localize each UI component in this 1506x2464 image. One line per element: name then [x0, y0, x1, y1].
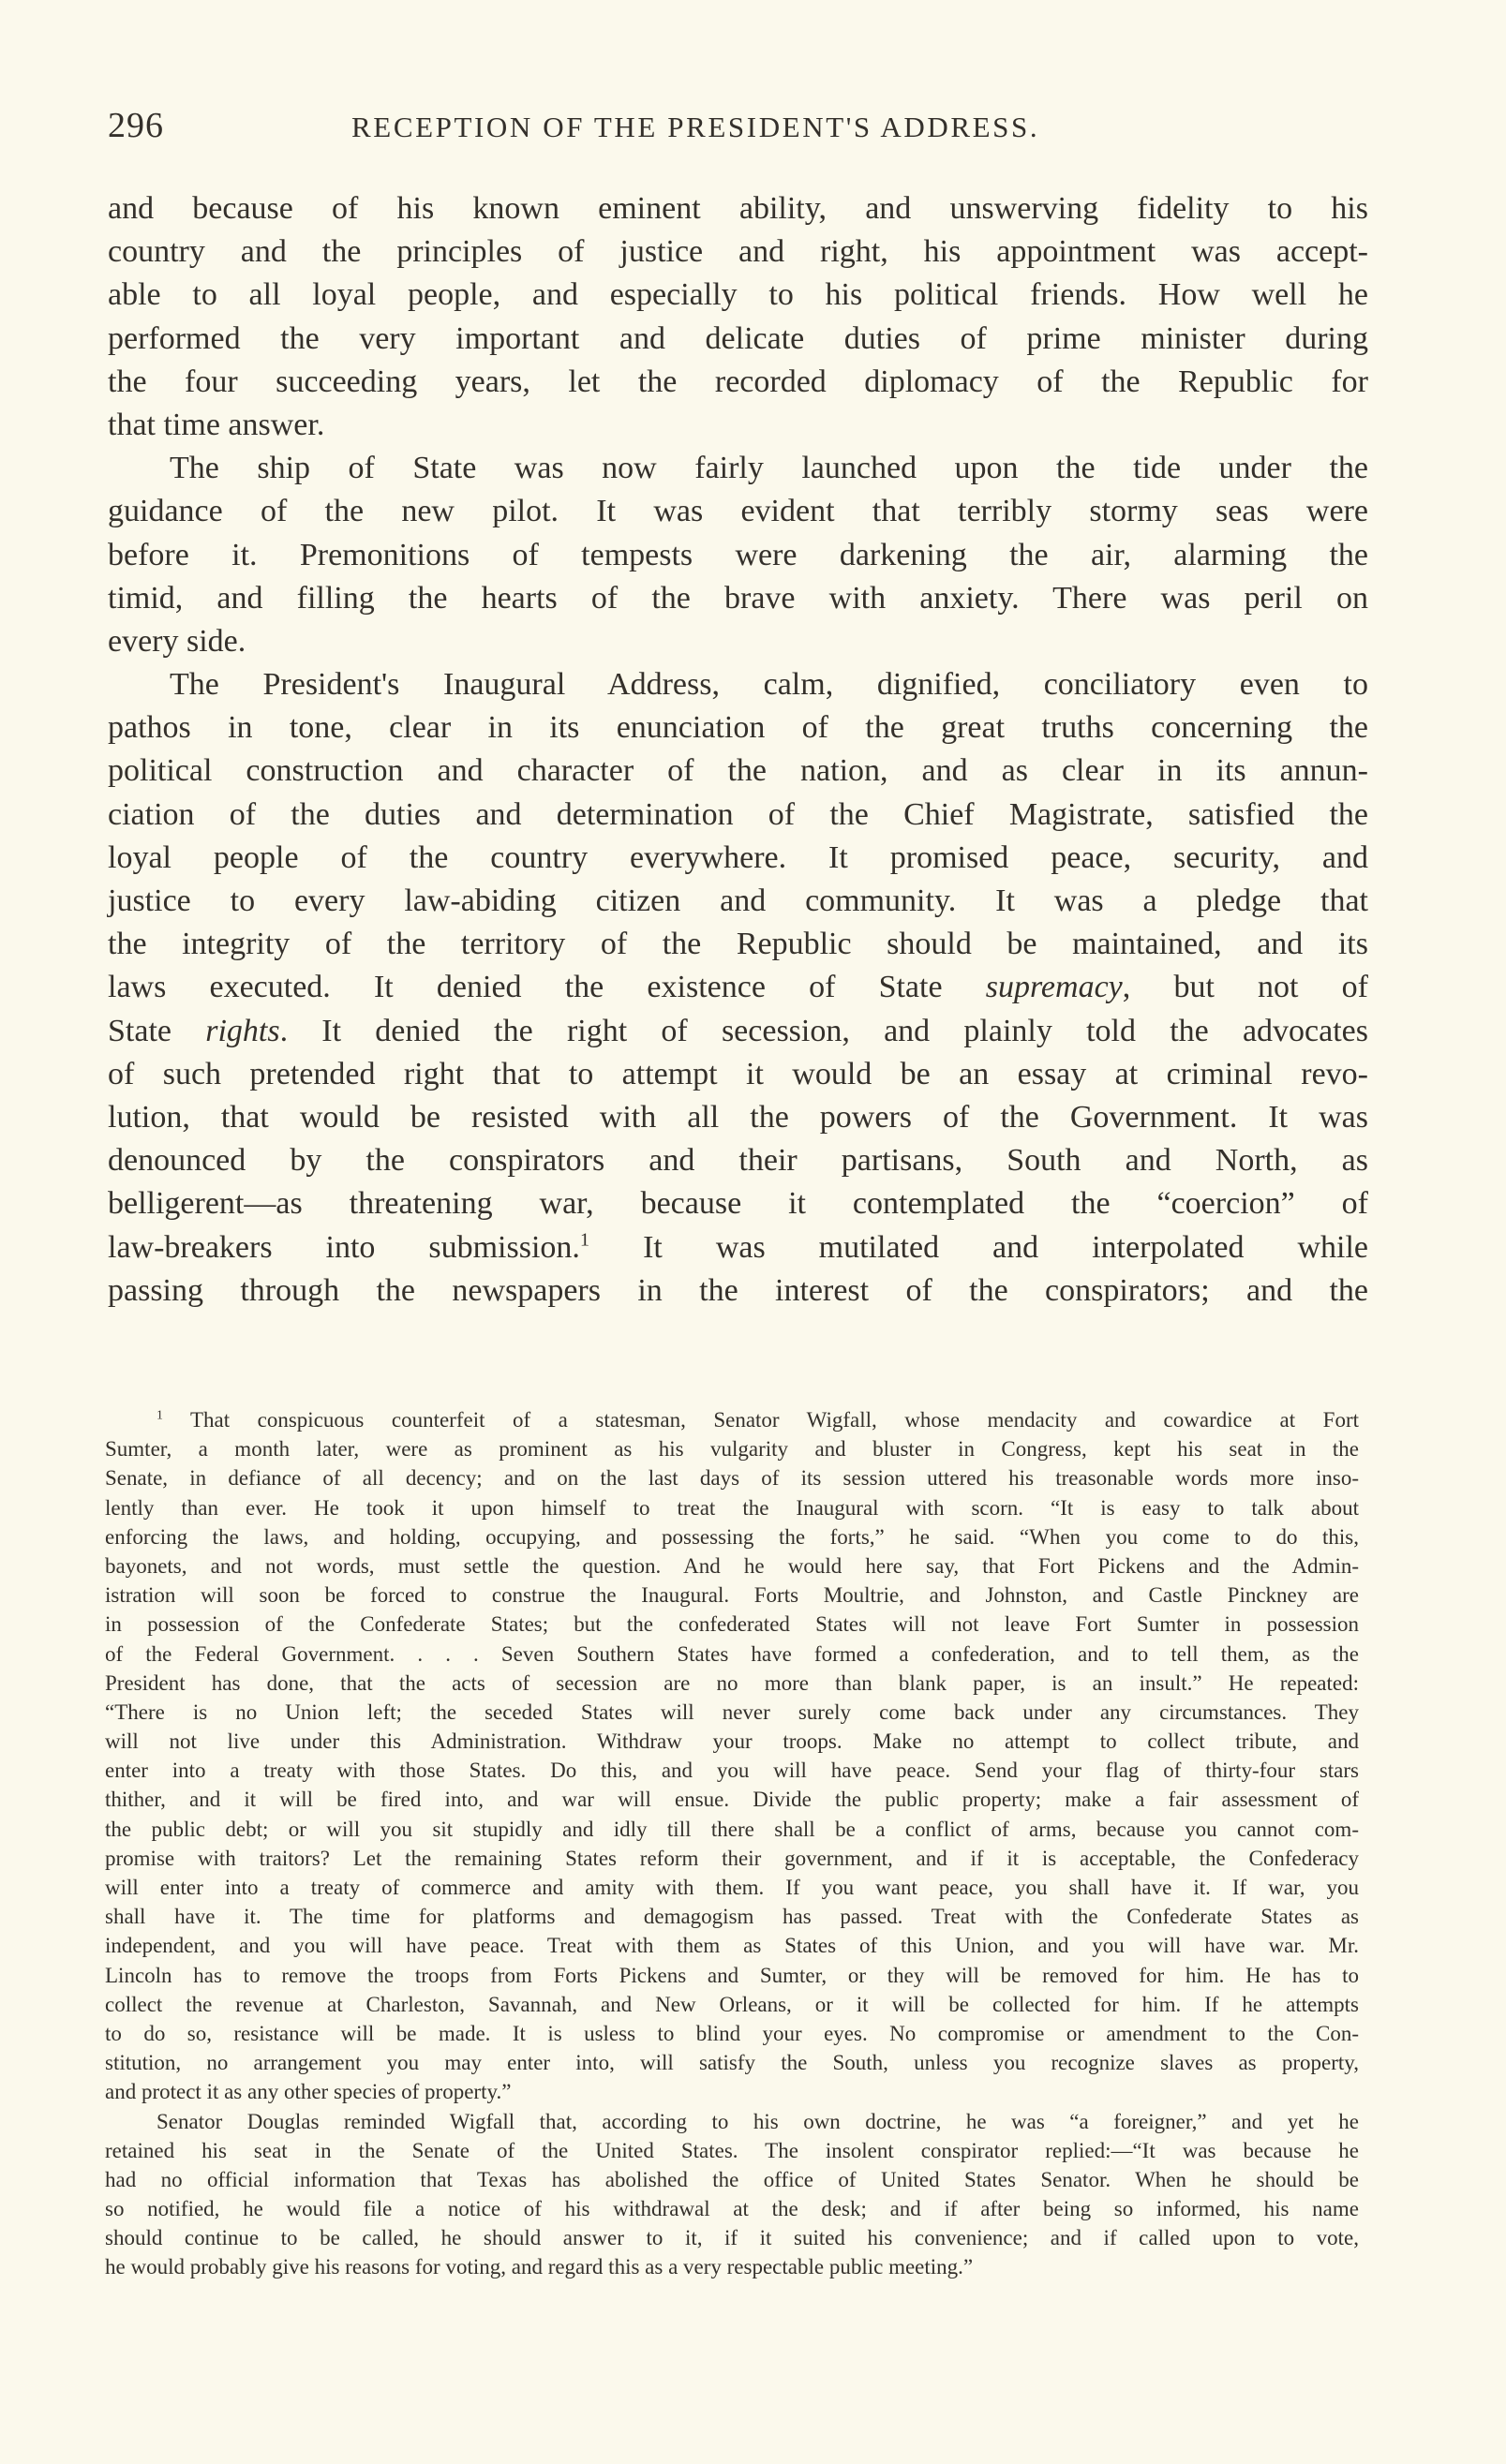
text-line — [105, 1844, 1359, 1873]
text-line — [105, 1698, 1359, 1727]
text-line — [105, 1727, 1359, 1756]
text-line — [105, 1931, 1359, 1960]
text-line — [108, 663, 1368, 706]
text-segment: istration will soon be forced to construe the Inaugural. Forts Moultrie, and Johnston, and Castle Pinckney are — [105, 1583, 1359, 1608]
line-text — [108, 620, 246, 663]
text-segment: in possession of the Confederate States; but the confederated States will not leave Fort Sumter in possession — [105, 1612, 1359, 1637]
text-segment: should continue to be called, he should answer to it, if it suited his convenience; and if called upon to vote, — [105, 2226, 1359, 2250]
text-segment: passing through the newspapers in the interest of the conspirators; and the — [108, 1272, 1368, 1308]
text-line — [108, 1269, 1368, 1313]
text-segment: bayonets, and not words, must settle the question. And he would here say, that Fort Pickens and the Admin- — [105, 1553, 1359, 1578]
text-line — [105, 2077, 1359, 2106]
text-line — [105, 1756, 1359, 1785]
main-text — [108, 187, 1368, 1313]
footnote-reference: 1 — [579, 1229, 590, 1251]
page-header — [108, 105, 1368, 152]
line-text — [108, 794, 1368, 837]
text-segment: he would probably give his reasons for voting, and regard this as a very respectable public meeting.” — [105, 2255, 974, 2279]
italic-text: rights — [205, 1013, 280, 1048]
text-segment: shall have it. The time for platforms and demagogism has passed. Treat with the Confederate States as — [105, 1905, 1359, 1929]
line-text — [108, 1053, 1368, 1096]
line-text — [105, 1844, 1359, 1873]
text-line — [105, 1669, 1359, 1698]
line-text — [105, 1756, 1359, 1785]
text-line — [105, 2107, 1359, 2136]
text-line — [105, 1522, 1359, 1551]
text-line — [105, 1405, 1359, 1434]
line-text — [108, 1269, 1368, 1313]
text-segment: lution, that would be resisted with all the powers of the Government. It was — [108, 1099, 1368, 1135]
text-line — [105, 2019, 1359, 2048]
text-line — [108, 1053, 1368, 1096]
line-text — [105, 1581, 1359, 1610]
line-text — [157, 1405, 1359, 1434]
text-line — [108, 837, 1368, 880]
text-line — [105, 1551, 1359, 1581]
text-segment: of the Federal Government. . . . Seven Southern States have formed a confederation, and to tell them, as the — [105, 1641, 1359, 1666]
text-line — [108, 274, 1368, 317]
text-line — [108, 966, 1368, 1009]
text-segment: loyal people of the country everywhere. It promised peace, security, and — [108, 839, 1368, 875]
text-segment: Lincoln has to remove the troops from Forts Pickens and Sumter, or they will be removed for him. He has to — [105, 1963, 1359, 1987]
line-text — [105, 1990, 1359, 2019]
text-line — [105, 2048, 1359, 2077]
text-line — [108, 1096, 1368, 1139]
line-text — [105, 1493, 1359, 1522]
line-text — [105, 1902, 1359, 1931]
text-segment: law-breakers into submission. — [108, 1229, 580, 1265]
text-segment: “There is no Union left; the seceded States will never surely come back under any circumstances. They — [105, 1700, 1359, 1724]
line-text — [105, 1669, 1359, 1698]
text-segment: The ship of State was now fairly launched upon the tide under the — [170, 451, 1368, 486]
line-text — [108, 750, 1368, 793]
text-segment: stitution, no arrangement you may enter into, will satisfy the South, unless you recognize slaves as property, — [105, 2051, 1359, 2075]
text-line — [105, 1785, 1359, 1814]
text-line — [108, 880, 1368, 923]
line-text — [108, 880, 1368, 923]
text-segment: country and the principles of justice and right, his appointment was accept- — [108, 234, 1368, 270]
line-text — [105, 2194, 1359, 2223]
line-text — [108, 706, 1368, 750]
text-segment: to do so, resistance will be made. It is usless to blind your eyes. No compromise or amendment to the Con- — [105, 2021, 1359, 2045]
text-line — [108, 794, 1368, 837]
text-line — [105, 1815, 1359, 1844]
text-segment: thither, and it will be fired into, and war will ensue. Divide the public property; make a fair assessment of — [105, 1788, 1359, 1812]
line-text — [108, 187, 1368, 230]
line-text — [108, 534, 1368, 577]
text-segment: ciation of the duties and determination of the Chief Magistrate, satisfied the — [108, 796, 1368, 832]
line-text — [108, 230, 1368, 274]
text-segment: every side. — [108, 623, 246, 659]
text-line — [108, 923, 1368, 966]
line-text — [105, 1522, 1359, 1551]
text-line — [108, 361, 1368, 404]
text-segment: lently than ever. He took it upon himself to treat the Inaugural with scorn. “It is easy to talk about — [105, 1495, 1359, 1520]
text-line — [105, 2165, 1359, 2194]
text-line — [105, 1873, 1359, 1902]
text-line — [108, 620, 1368, 663]
text-line — [108, 447, 1368, 490]
line-text — [105, 1640, 1359, 1669]
line-text — [170, 663, 1368, 706]
line-text — [108, 923, 1368, 966]
text-segment: pathos in tone, clear in its enunciation of the great truths concerning the — [108, 710, 1368, 746]
text-line — [108, 706, 1368, 750]
line-text — [105, 1873, 1359, 1902]
running-title: RECEPTION OF THE PRESIDENT'S ADDRESS. — [351, 111, 1040, 143]
line-text — [170, 447, 1368, 490]
text-line — [108, 490, 1368, 533]
text-line — [108, 318, 1368, 361]
line-text — [108, 1139, 1368, 1182]
text-segment: before it. Premonitions of tempests were darkening the air, alarming the — [108, 537, 1368, 572]
line-text — [157, 2107, 1359, 2136]
text-line — [105, 1493, 1359, 1522]
line-text — [105, 2136, 1359, 2165]
text-segment: Sumter, a month later, were as prominent as his vulgarity and bluster in Congress, kept his seat in the — [105, 1437, 1359, 1462]
text-line — [105, 1434, 1359, 1463]
text-segment: denounced by the conspirators and their partisans, South and North, as — [108, 1143, 1368, 1179]
footnote — [105, 1405, 1359, 2282]
line-text — [105, 1698, 1359, 1727]
text-line — [105, 1640, 1359, 1669]
text-segment: retained his seat in the Senate of the United States. The insolent conspirator replied:—“It was because he — [105, 2138, 1359, 2162]
text-segment: . It denied the right of secession, and plainly told the advocates — [279, 1013, 1369, 1048]
line-text — [108, 837, 1368, 880]
line-text — [105, 1727, 1359, 1756]
footnote-marker: 1 — [157, 1407, 163, 1422]
text-segment: the integrity of the territory of the Republic should be maintained, and its — [108, 927, 1368, 962]
text-line — [105, 1961, 1359, 1990]
text-segment: performed the very important and delicate duties of prime minister during — [108, 320, 1368, 356]
text-segment: The President's Inaugural Address, calm, dignified, conciliatory even to — [170, 667, 1368, 703]
line-text — [105, 1463, 1359, 1492]
text-segment: That conspicuous counterfeit of a statesman, Senator Wigfall, whose mendacity and cowardice at Fort — [162, 1408, 1359, 1432]
text-segment: promise with traitors? Let the remaining States reform their government, and if it is acceptable, the Confederacy — [105, 1846, 1359, 1870]
text-line — [105, 1463, 1359, 1492]
line-text — [105, 2048, 1359, 2077]
line-text — [105, 1610, 1359, 1639]
text-segment: independent, and you will have peace. Treat with them as States of this Union, and you will have war. Mr. — [105, 1934, 1359, 1958]
text-segment: guidance of the new pilot. It was evident that terribly stormy seas were — [108, 494, 1368, 529]
text-segment: will not live under this Administration. Withdraw your troops. Make no attempt to collect tribute, and — [105, 1729, 1359, 1754]
text-segment: enter into a treaty with those States. Do this, and you will have peace. Send your flag of thirty-four stars — [105, 1759, 1359, 1783]
text-segment: the public debt; or will you sit stupidly and idly till there shall be a conflict of arms, because you cannot com- — [105, 1817, 1359, 1841]
text-line — [108, 1226, 1368, 1269]
line-text — [105, 1551, 1359, 1581]
line-text — [108, 577, 1368, 620]
text-segment: laws executed. It denied the existence of State — [108, 970, 986, 1005]
text-segment: that time answer. — [108, 407, 325, 442]
line-text — [105, 2165, 1359, 2194]
line-text — [105, 1785, 1359, 1814]
text-line — [108, 534, 1368, 577]
line-text — [105, 2019, 1359, 2048]
text-segment: will enter into a treaty of commerce and amity with them. If you want peace, you shall have it. If war, you — [105, 1876, 1359, 1899]
text-segment: enforcing the laws, and holding, occupying, and possessing the forts,” he said. “When you come to do this, — [105, 1524, 1359, 1549]
line-text — [108, 1010, 1368, 1053]
text-segment: timid, and filling the hearts of the brave with anxiety. There was peril on — [108, 580, 1368, 616]
page-number: 296 — [108, 106, 164, 145]
text-line — [105, 1581, 1359, 1610]
text-line — [105, 1610, 1359, 1639]
line-text — [108, 1226, 1368, 1269]
line-text — [105, 1434, 1359, 1463]
text-line — [108, 1010, 1368, 1053]
line-text — [105, 2252, 973, 2281]
text-line — [108, 1139, 1368, 1182]
text-line — [105, 2223, 1359, 2252]
text-line — [108, 577, 1368, 620]
line-text — [108, 274, 1368, 317]
text-line — [108, 1182, 1368, 1225]
text-line — [108, 404, 1368, 447]
line-text — [108, 490, 1368, 533]
text-segment: belligerent—as threatening war, because it contemplated the “coercion” of — [108, 1186, 1368, 1222]
text-line — [108, 750, 1368, 793]
italic-text: supremacy — [985, 970, 1123, 1005]
line-text — [108, 318, 1368, 361]
text-line — [105, 2136, 1359, 2165]
text-segment: Senate, in defiance of all decency; and on the last days of its session uttered his treasonable words more inso- — [105, 1466, 1359, 1491]
line-text — [108, 404, 324, 447]
text-segment: so notified, he would file a notice of his withdrawal at the desk; and if after being so informed, his name — [105, 2197, 1359, 2221]
line-text — [105, 1815, 1359, 1844]
line-text — [108, 966, 1368, 1009]
text-line — [108, 230, 1368, 274]
text-segment: collect the revenue at Charleston, Savannah, and New Orleans, or it will be collected for him. If he attempts — [105, 1992, 1359, 2016]
line-text — [105, 2077, 511, 2106]
text-segment: Senator Douglas reminded Wigfall that, according to his own doctrine, he was “a foreigner,” and yet he — [157, 2109, 1359, 2133]
text-segment: , but not of — [1122, 970, 1368, 1005]
line-text — [105, 1931, 1359, 1960]
line-text — [108, 1096, 1368, 1139]
text-segment: the four succeeding years, let the recorded diplomacy of the Republic for — [108, 364, 1368, 399]
text-line — [105, 1902, 1359, 1931]
text-segment: had no official information that Texas has abolished the office of United States Senator. When he should be — [105, 2167, 1359, 2191]
line-text — [105, 1961, 1359, 1990]
text-line — [105, 2194, 1359, 2223]
text-segment: and because of his known eminent ability, and unswerving fidelity to his — [108, 191, 1368, 226]
line-text — [108, 1182, 1368, 1225]
text-segment: political construction and character of the nation, and as clear in its annun- — [108, 753, 1368, 789]
text-segment: State — [108, 1013, 206, 1048]
text-segment: It was mutilated and interpolated while — [589, 1229, 1368, 1265]
line-text — [105, 2223, 1359, 2252]
text-segment: and protect it as any other species of property.” — [105, 2080, 512, 2104]
text-segment: President has done, that the acts of secession are no more than blank paper, is an insult.” He repeated: — [105, 1670, 1359, 1695]
text-segment: of such pretended right that to attempt it would be an essay at criminal revo- — [108, 1056, 1368, 1091]
text-line — [105, 1990, 1359, 2019]
text-line — [108, 187, 1368, 230]
line-text — [108, 361, 1368, 404]
text-line — [105, 2252, 1359, 2281]
text-segment: able to all loyal people, and especially to his political friends. How well he — [108, 277, 1368, 313]
text-segment: justice to every law-abiding citizen and community. It was a pledge that — [108, 883, 1368, 918]
